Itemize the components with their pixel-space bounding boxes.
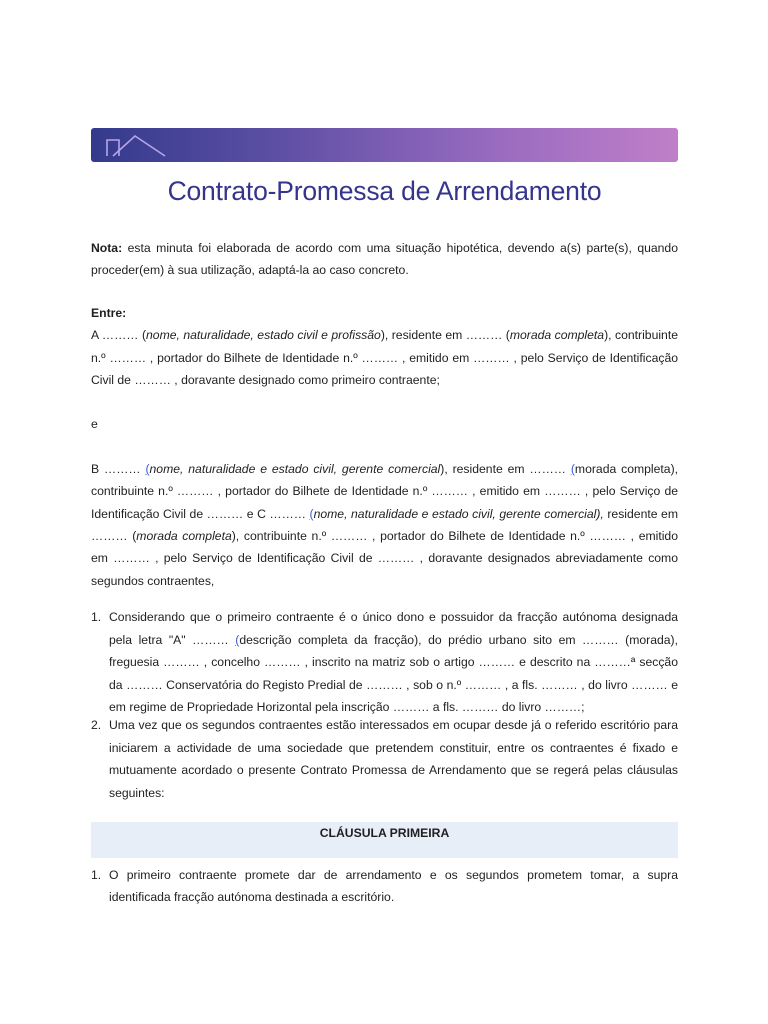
- list-number: 1.: [91, 867, 102, 882]
- party-b-paragraph: [91, 458, 678, 592]
- considerations-section: [91, 606, 678, 804]
- clause-heading: [91, 822, 678, 858]
- list-item-text: Uma vez que os segundos contraentes estão interessados em ocupar desde já o referido escritório para iniciarem a actividade de uma sociedade que pretendem constituir, entre os contraentes é fixado e mutuamente acordado o presente Contrato Promessa de Arrendamento que se regerá pelas cláusulas seguintes:: [109, 718, 678, 800]
- parties-section: [91, 302, 678, 592]
- spacer: [91, 391, 678, 413]
- list-item: [91, 864, 678, 909]
- clause-list: [91, 864, 678, 909]
- field-marker: (: [570, 461, 575, 476]
- party-b-text: ), contribuinte n.º ……… , portador do Bilhete de Identidade n.º ……… , emitido em ……… , pelo Serviço de Identificação Civil de ……… , doravante designados abreviadamente como segundos contraentes,: [91, 529, 678, 588]
- party-b-italic: nome, naturalidade e estado civil, gerente comercial),: [313, 506, 604, 521]
- between-label: Entre:: [91, 305, 127, 320]
- party-b-italic: nome, naturalidade e estado civil, gerente comercial: [149, 461, 441, 476]
- note-text: esta minuta foi elaborada de acordo com uma situação hipotética, devendo a(s) parte(s), quando proceder(em) à sua utilização, adaptá-la ao caso concreto.: [91, 241, 678, 278]
- party-b-text: ), residente em ………: [440, 461, 571, 476]
- list-number: 2.: [91, 718, 102, 733]
- party-a-text: A ……… (: [91, 328, 147, 343]
- note-label: Nota:: [91, 241, 123, 255]
- note-paragraph: [91, 237, 678, 282]
- list-number: 1.: [91, 610, 102, 625]
- list-item-text: (morada), freguesia ……… , concelho ……… , inscrito na matriz sob o artigo ……… e descrito na ………ª secção da ……… Conservatória do Registo Predial de ……… , sob o n.º ……… , a fls. ……… , do livro ……… e em regime de Propriedade Horizontal pela inscrição ……… a fls. ……… do livro ………;: [109, 632, 678, 714]
- party-a-text: ), contribuinte n.º ……… , portador do Bilhete de Identidade n.º ……… , emitido em ……… , pelo Serviço de Identificação Civil de ……… , doravante designado como primeiro contraente;: [91, 328, 678, 388]
- considerations-list: [91, 606, 678, 804]
- party-a-text: ), residente em ……… (: [380, 328, 510, 343]
- clause-title: CLÁUSULA PRIMEIRA: [319, 825, 450, 840]
- and-conjunction: e: [91, 417, 98, 432]
- list-item: [91, 714, 678, 804]
- party-b-text: morada completa), contribuinte n.º ……… , portador do Bilhete de Identidade n.º ……… , emitido em ……… , pelo Serviço de Identificação Civil de ……… e C ………: [91, 461, 679, 521]
- document-page: [91, 128, 678, 909]
- party-b-text: residente em ……… (: [91, 506, 678, 544]
- party-a-italic: nome, naturalidade, estado civil e profissão: [146, 328, 381, 343]
- party-a-paragraph: [91, 324, 678, 391]
- field-marker: (: [235, 632, 240, 647]
- list-item: [91, 606, 678, 718]
- field-marker: (: [145, 461, 150, 476]
- header-banner: [91, 128, 678, 162]
- house-roof-icon: [105, 132, 169, 158]
- party-b-text: B ………: [91, 461, 146, 476]
- field-marker: (: [309, 506, 314, 521]
- list-item-text: Considerando que o primeiro contraente é o único dono e possuidor da fracção autónoma designada pela letra "A" ………: [109, 610, 678, 647]
- document-title: Contrato-Promessa de Arrendamento: [167, 176, 602, 206]
- list-item-text: descrição completa da fracção), do prédio urbano sito em ………: [239, 632, 626, 647]
- party-a-italic: morada completa: [509, 328, 605, 343]
- spacer: [91, 436, 678, 458]
- list-item-text: O primeiro contraente promete dar de arrendamento e os segundos prometem tomar, a supra identificada fracção autónoma destinada a escritório.: [109, 867, 678, 905]
- party-b-italic: morada completa: [136, 529, 232, 544]
- clause-section: [91, 864, 678, 909]
